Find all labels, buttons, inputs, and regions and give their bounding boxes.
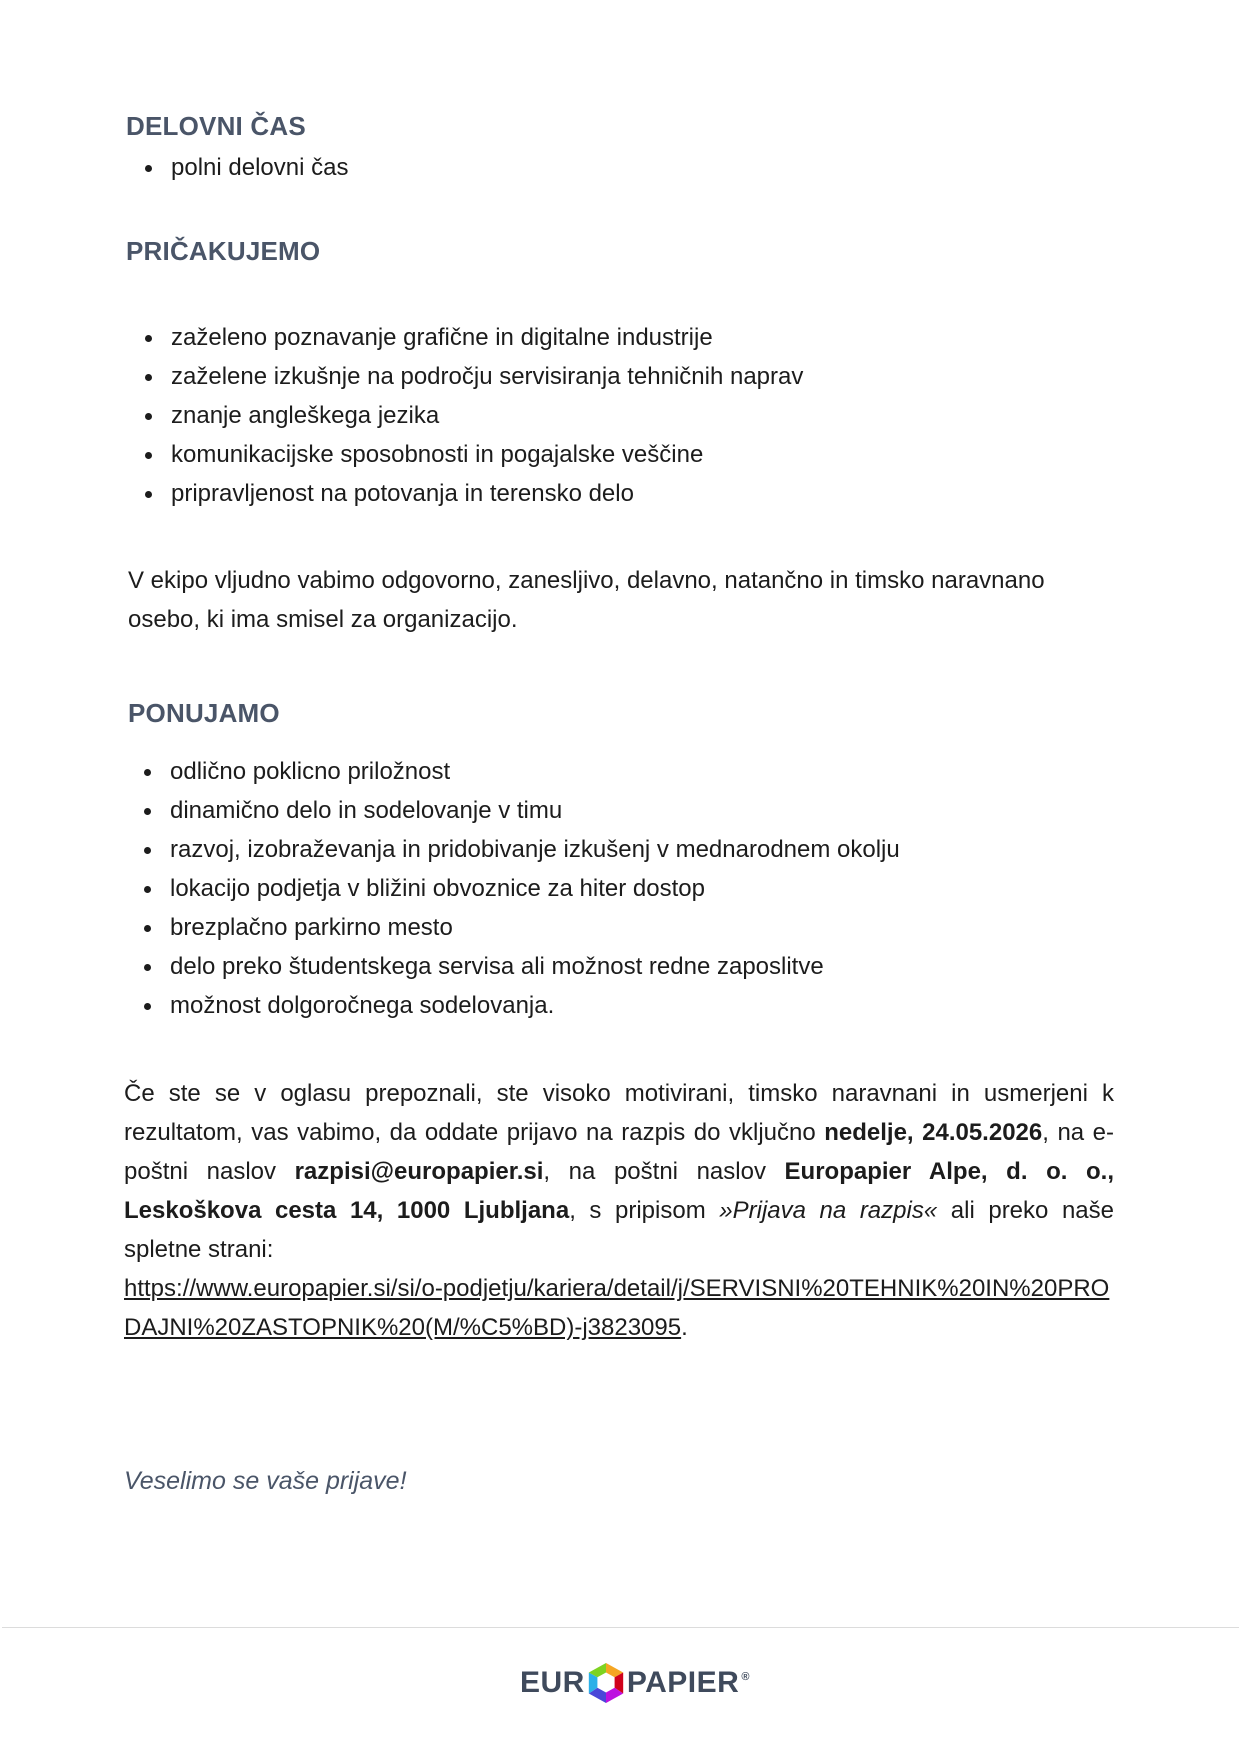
logo-hexagon-icon	[586, 1662, 626, 1704]
logo-text-left: EUR	[520, 1666, 585, 1699]
working-time-heading: DELOVNI ČAS	[126, 111, 306, 141]
list-item: dinamično delo in sodelovanje v timu	[0, 791, 900, 830]
application-text-2: , na e-poštni naslov	[124, 1119, 1114, 1185]
expectations-list	[0, 318, 803, 513]
expectations-heading: PRIČAKUJEMO	[126, 236, 321, 266]
list-item: odlično poklicno priložnost	[0, 752, 900, 791]
list-item: lokacijo podjetja v bližini obvoznice za hiter dostop	[0, 869, 900, 908]
list-item: komunikacijske sposobnosti in pogajalske veščine	[0, 435, 803, 474]
application-text-3: , na poštni naslov	[543, 1158, 785, 1185]
list-item: možnost dolgoročnega sodelovanja.	[0, 986, 900, 1025]
list-item: delo preko študentskega servisa ali možnost redne zaposlitve	[0, 947, 900, 986]
list-item: znanje angleškega jezika	[0, 396, 803, 435]
list-item: zaželene izkušnje na področju servisiranja tehničnih naprav	[0, 357, 803, 396]
europapier-logo	[520, 1663, 750, 1703]
list-item: zaželeno poznavanje grafične in digitalne industrije	[0, 318, 803, 357]
list-item: polni delovni čas	[0, 148, 348, 187]
application-text-5: ali preko naše spletne strani:	[124, 1197, 1114, 1263]
application-paragraph	[124, 1074, 1114, 1347]
list-item: pripravljenost na potovanja in terensko delo	[0, 474, 803, 513]
list-item: razvoj, izobraževanja in pridobivanje izkušenj v mednarodnem okolju	[0, 830, 900, 869]
list-item: brezplačno parkirno mesto	[0, 908, 900, 947]
registered-mark: ®	[741, 1671, 750, 1683]
invitation-paragraph: V ekipo vljudno vabimo odgovorno, zanesljivo, delavno, natančno in timsko naravnano osebo, ki ima smisel za organizacijo.	[128, 567, 1045, 633]
application-deadline: nedelje, 24.05.2026	[824, 1119, 1043, 1146]
application-address: Europapier Alpe, d. o. o., Leskoškova cesta 14, 1000 Ljubljana	[124, 1158, 1114, 1224]
application-text-1: Če ste se v oglasu prepoznali, ste visoko motivirani, timsko naravnani in usmerjeni k rezultatom, vas vabimo, da oddate prijavo na razpis do vključno	[124, 1080, 1114, 1146]
application-url-link[interactable]	[124, 1269, 1114, 1347]
application-text-4: , s pripisom	[569, 1197, 720, 1224]
offer-list	[0, 752, 900, 1025]
offer-heading: PONUJAMO	[128, 698, 280, 728]
footer-divider	[2, 1627, 1239, 1628]
application-text-6: .	[681, 1314, 688, 1341]
working-time-list	[0, 148, 348, 187]
application-url[interactable]: https://www.europapier.si/si/o-podjetju/kariera/detail/j/SERVISNI%20TEHNIK%20IN%20PRODAJNI%20ZASTOPNIK%20(M/%C5%BD)-j3823095	[124, 1275, 1110, 1341]
application-subject: »Prijava na razpis«	[719, 1197, 938, 1224]
logo-text-right: PAPIER	[626, 1666, 740, 1699]
application-email[interactable]: razpisi@europapier.si	[294, 1158, 544, 1185]
closing-text: Veselimo se vaše prijave!	[124, 1467, 407, 1495]
